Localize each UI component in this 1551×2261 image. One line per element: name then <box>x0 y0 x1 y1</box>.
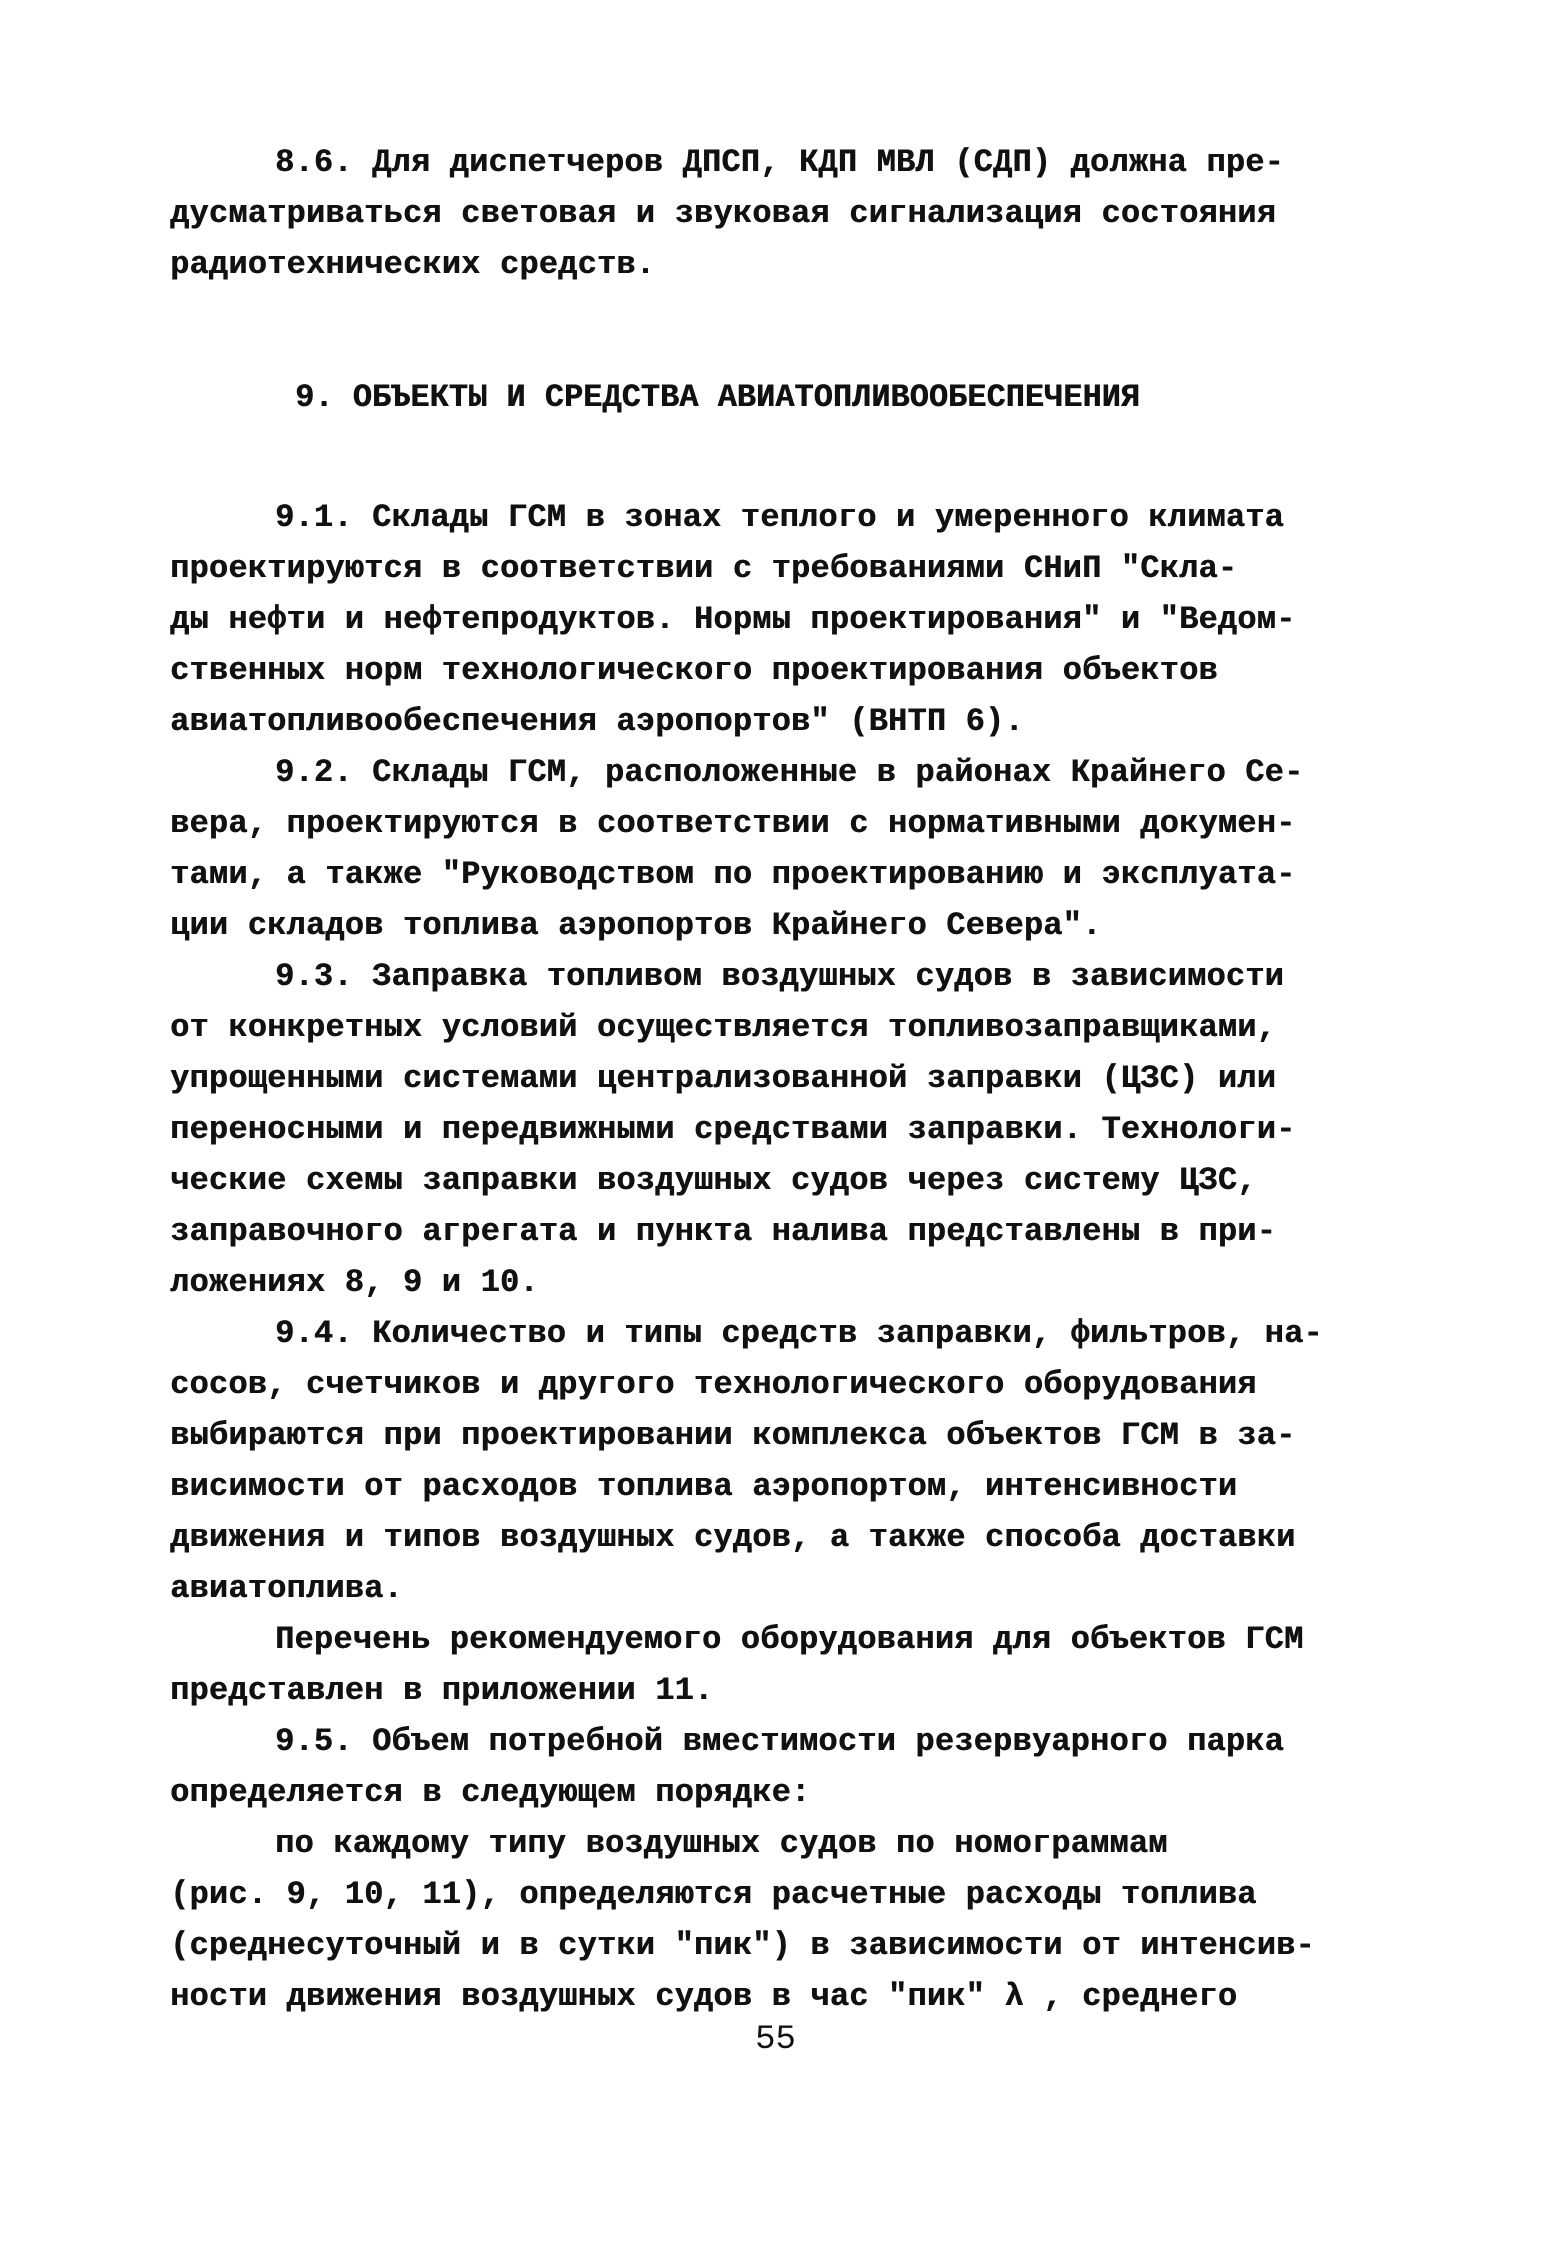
text-line: упрощенными системами централизованной заправки (ЦЗС) или <box>170 1060 1276 1097</box>
paragraph-9-5-start: 9.5. Объем потребной вместимости резервуарного парка <box>275 1723 1284 1760</box>
page-number: 55 <box>755 2021 796 2059</box>
text-line: ности движения воздушных судов в час "пик" λ , среднего <box>170 1978 1238 2015</box>
text-line: авиатопливообеспечения аэропортов" (ВНТП 6). <box>170 703 1024 740</box>
section-9-heading: 9. ОБЪЕКТЫ И СРЕДСТВА АВИАТОПЛИВООБЕСПЕЧЕНИЯ <box>295 379 1140 416</box>
text-line: проектируются в соответствии с требованиями СНиП "Скла- <box>170 550 1238 587</box>
text-line: висимости от расходов топлива аэропортом, интенсивности <box>170 1468 1238 1505</box>
text-line: 8.6. Для диспетчеров ДПСП, КДП МВЛ (СДП) должна пре- <box>275 144 1284 181</box>
text-line: вера, проектируются в соответствии с нормативными докумен- <box>170 805 1296 842</box>
text-line: заправочного агрегата и пункта налива представлены в при- <box>170 1213 1276 1250</box>
text-line: определяется в следующем порядке: <box>170 1774 811 1811</box>
text-line: (рис. 9, 10, 11), определяются расчетные расходы топлива <box>170 1876 1257 1913</box>
text-line: ложениях 8, 9 и 10. <box>170 1264 539 1301</box>
text-line: ственных норм технологического проектирования объектов <box>170 652 1218 689</box>
paragraph-9-4-start: 9.4. Количество и типы средств заправки, фильтров, на- <box>275 1315 1323 1352</box>
section-9-body <box>170 492 1375 2022</box>
text-line: авиатоплива. <box>170 1570 403 1607</box>
paragraph-9-2-start: 9.2. Склады ГСМ, расположенные в районах Крайнего Се- <box>275 754 1304 791</box>
paragraph-9-3-start: 9.3. Заправка топливом воздушных судов в зависимости <box>275 958 1284 995</box>
text-line: (среднесуточный и в сутки "пик") в зависимости от интенсив- <box>170 1927 1315 1964</box>
text-line: дусматриваться световая и звуковая сигнализация состояния <box>170 195 1276 232</box>
paragraph-9-1-start: 9.1. Склады ГСМ в зонах теплого и умеренного климата <box>275 499 1284 536</box>
text-line: от конкретных условий осуществляется топливозаправщиками, <box>170 1009 1276 1046</box>
text-line: ческие схемы заправки воздушных судов через систему ЦЗС, <box>170 1162 1257 1199</box>
paragraph-nomogram-start: по каждому типу воздушных судов по номограммам <box>275 1825 1168 1862</box>
text-line: сосов, счетчиков и другого технологического оборудования <box>170 1366 1257 1403</box>
text-line: представлен в приложении 11. <box>170 1672 714 1709</box>
text-line: радиотехнических средств. <box>170 246 656 283</box>
section-8-6 <box>170 137 1375 290</box>
text-line: выбираются при проектировании комплекса объектов ГСМ в за- <box>170 1417 1296 1454</box>
text-line: тами, а также "Руководством по проектированию и эксплуата- <box>170 856 1296 893</box>
paragraph-equipment-list-start: Перечень рекомендуемого оборудования для объектов ГСМ <box>275 1621 1304 1658</box>
text-line: ции складов топлива аэропортов Крайнего Севера". <box>170 907 1102 944</box>
text-line: ды нефти и нефтепродуктов. Нормы проектирования" и "Ведом- <box>170 601 1296 638</box>
text-line: движения и типов воздушных судов, а также способа доставки <box>170 1519 1296 1556</box>
text-line: переносными и передвижными средствами заправки. Технологи- <box>170 1111 1296 1148</box>
